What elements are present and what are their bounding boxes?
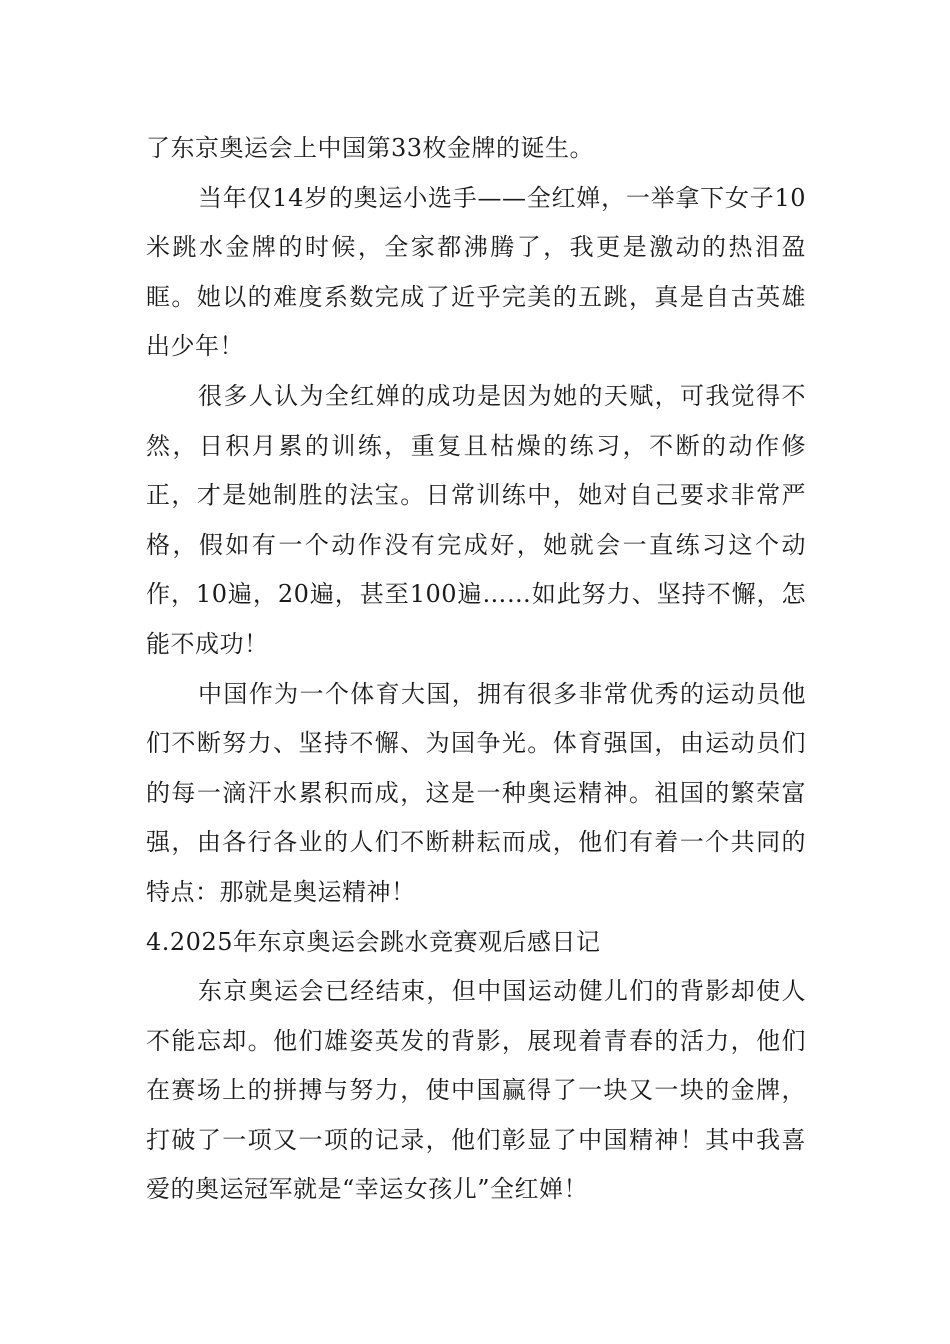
section-heading: 4.2025年东京奥运会跳水竞赛观后感日记 (146, 927, 601, 956)
paragraph-quan-hongchan-gold: 当年仅14岁的奥运小选手——全红婵，一举拿下女子10米跳水金牌的时候，全家都沸腾了，我更是激动的热泪盈眶。她以的难度系数完成了近乎完美的五跳，真是自古英雄出少年！ (146, 183, 806, 361)
paragraph-training: 很多人认为全红婵的成功是因为她的天赋，可我觉得不然，日积月累的训练，重复且枯燥的练习，不断的动作修正，才是她制胜的法宝。日常训练中，她对自己要求非常严格，假如有一个动作没有完成好，她就会一直练习这个动作，10遍，20遍，甚至100遍……如此努力、坚持不懈，怎能不成功！ (146, 381, 806, 658)
document-page (146, 124, 806, 1215)
paragraph-tokyo-ended: 东京奥运会已经结束，但中国运动健儿们的背影却使人不能忘却。他们雄姿英发的背影，展现着青春的活力，他们在赛场上的拼搏与努力，使中国赢得了一块又一块的金牌，打破了一项又一项的记录，他们彰显了中国精神！其中我喜爱的奥运冠军就是“幸运女孩儿”全红婵！ (146, 977, 806, 1204)
paragraph-continuation: 了东京奥运会上中国第33枚金牌的诞生。 (146, 134, 595, 162)
paragraph-olympic-spirit: 中国作为一个体育大国，拥有很多非常优秀的运动员他们不断努力、坚持不懈、为国争光。体育强国，由运动员们的每一滴汗水累积而成，这是一种奥运精神。祖国的繁荣富强，由各行各业的人们不断耕耘而成，他们有着一个共同的特点：那就是奥运精神！ (146, 679, 806, 906)
